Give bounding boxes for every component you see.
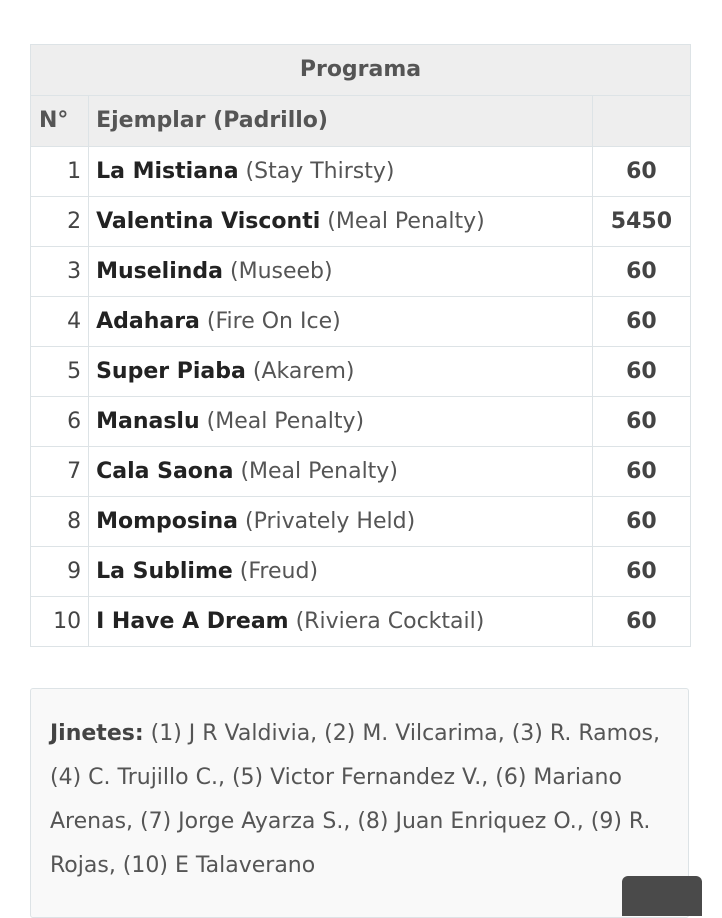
- header-entry: Ejemplar (Padrillo): [89, 96, 593, 147]
- entry-weight: 60: [592, 497, 690, 547]
- table-row: [31, 247, 691, 297]
- table-row: [31, 597, 691, 647]
- horse-name: La Sublime: [96, 558, 233, 584]
- horse-name: Muselinda: [96, 258, 223, 284]
- entry-weight: 60: [592, 147, 690, 197]
- entry-number: 3: [31, 247, 89, 297]
- sire-name: (Meal Penalty): [240, 458, 398, 484]
- sire-name: (Meal Penalty): [206, 408, 365, 434]
- sire-name: (Fire On Ice): [206, 308, 341, 334]
- entry-name: [89, 597, 593, 647]
- entry-weight: 60: [592, 597, 690, 647]
- jockeys-label: Jinetes:: [50, 721, 144, 746]
- entry-weight: 60: [592, 397, 690, 447]
- table-row: [31, 447, 691, 497]
- sire-name: (Akarem): [252, 358, 355, 384]
- entry-weight: 60: [592, 447, 690, 497]
- entry-name: [89, 347, 593, 397]
- entry-name: [89, 497, 593, 547]
- program-table: [30, 44, 691, 647]
- table-title-row: [31, 45, 691, 96]
- table-row: [31, 397, 691, 447]
- header-weight: [592, 96, 690, 147]
- entry-number: 5: [31, 347, 89, 397]
- entry-name: [89, 397, 593, 447]
- entry-number: 9: [31, 547, 89, 597]
- entry-weight: 60: [592, 547, 690, 597]
- sire-name: (Meal Penalty): [327, 208, 485, 234]
- table-row: [31, 347, 691, 397]
- horse-name: Valentina Visconti: [96, 208, 321, 234]
- table-row: [31, 197, 691, 247]
- entry-number: 8: [31, 497, 89, 547]
- jockeys-list: (1) J R Valdivia, (2) M. Vilcarima, (3) R. Ramos, (4) C. Trujillo C., (5) Victor Fernandez V., (6) Mariano Arenas, (7) Jorge Ayarza S., (8) Juan Enriquez O., (9) R. Rojas, (10) E Talaverano: [50, 721, 660, 878]
- entry-weight: 60: [592, 247, 690, 297]
- table-title: Programa: [31, 45, 691, 96]
- table-row: [31, 297, 691, 347]
- sire-name: (Privately Held): [245, 508, 416, 534]
- table-row: [31, 547, 691, 597]
- entry-name: [89, 297, 593, 347]
- horse-name: Super Piaba: [96, 358, 246, 384]
- entry-name: [89, 547, 593, 597]
- entry-number: 7: [31, 447, 89, 497]
- horse-name: Adahara: [96, 308, 200, 334]
- entry-weight: 60: [592, 347, 690, 397]
- horse-name: Manaslu: [96, 408, 200, 434]
- sire-name: (Stay Thirsty): [245, 158, 395, 184]
- entry-name: [89, 447, 593, 497]
- sire-name: (Freud): [239, 558, 319, 584]
- sire-name: (Riviera Cocktail): [295, 608, 485, 634]
- scroll-to-top-button[interactable]: [622, 876, 702, 916]
- entry-weight: 60: [592, 297, 690, 347]
- table-row: [31, 497, 691, 547]
- entry-name: [89, 247, 593, 297]
- jockeys-panel: [30, 688, 689, 918]
- entry-number: 4: [31, 297, 89, 347]
- horse-name: I Have A Dream: [96, 608, 289, 634]
- table-row: [31, 147, 691, 197]
- entry-number: 6: [31, 397, 89, 447]
- entry-name: [89, 147, 593, 197]
- entry-number: 2: [31, 197, 89, 247]
- horse-name: Cala Saona: [96, 458, 234, 484]
- entry-weight: 5450: [592, 197, 690, 247]
- table-header-row: [31, 96, 691, 147]
- entry-name: [89, 197, 593, 247]
- horse-name: La Mistiana: [96, 158, 239, 184]
- horse-name: Momposina: [96, 508, 239, 534]
- entry-number: 10: [31, 597, 89, 647]
- sire-name: (Museeb): [230, 258, 333, 284]
- header-number: N°: [31, 96, 89, 147]
- entry-number: 1: [31, 147, 89, 197]
